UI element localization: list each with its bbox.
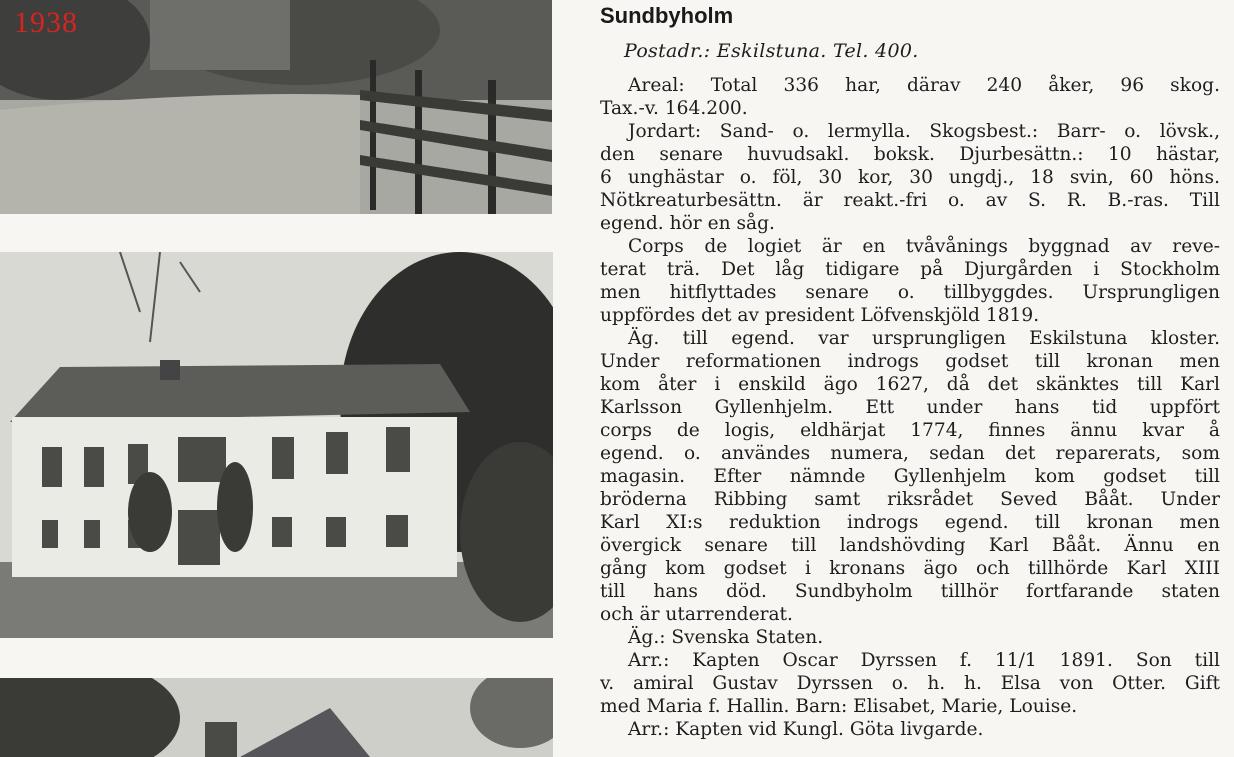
text-line: v. amiral Gustav Dyrssen o. h. h. Elsa von Otter. Gift	[600, 673, 1220, 694]
text-line: och är utarrenderat.	[600, 604, 793, 625]
text-line: med Maria f. Hallin. Barn: Elisabet, Marie, Louise.	[600, 696, 1078, 717]
postal-address: Postadr.: Eskilstuna. Tel. 400.	[624, 40, 919, 62]
photo-manor-house	[0, 252, 553, 638]
text-line: Corps de logiet är en tvåvånings byggnad av reve-	[628, 236, 1220, 257]
estate-name: Sundbyholm	[600, 3, 734, 28]
text-line: kom åter i enskild ägo 1627, då det skänktes till Karl	[600, 374, 1220, 395]
text-line: egend. hör en såg.	[600, 213, 775, 234]
text-line: Äg. till egend. var ursprungligen Eskilstuna kloster.	[628, 328, 1220, 349]
text-line: Karlsson Gyllenhjelm. Ett under hans tid uppfört	[600, 397, 1220, 418]
text-line: men hitflyttades senare o. tillbyggdes. Ursprungligen	[600, 282, 1220, 303]
text-line: terat trä. Det låg tidigare på Djurgården i Stockholm	[600, 259, 1220, 280]
text-line: Arr.: Kapten vid Kungl. Göta livgarde.	[628, 719, 984, 740]
text-line: egend. o. användes numera, sedan det reparerats, som	[600, 443, 1220, 464]
photo-roof	[0, 678, 553, 757]
text-line: 6 unghästar o. föl, 30 kor, 30 ungdj., 18 svin, 60 höns.	[600, 167, 1220, 188]
text-line: Arr.: Kapten Oscar Dyrssen f. 11/1 1891. Son till	[628, 650, 1220, 671]
year-stamp: 1938	[14, 6, 78, 39]
text-line: Karl XI:s reduktion indrogs egend. till kronan men	[600, 512, 1220, 533]
text-line: bröderna Ribbing samt riksrådet Seved Bååt. Under	[600, 489, 1220, 510]
text-line: till hans död. Sundbyholm tillhör fortfarande staten	[600, 581, 1220, 602]
text-line: Jordart: Sand- o. lermylla. Skogsbest.: Barr- o. lövsk.,	[628, 121, 1220, 142]
text-line: Tax.-v. 164.200.	[600, 98, 748, 119]
text-line: magasin. Efter nämnde Gyllenhjelm kom godset till	[600, 466, 1220, 487]
text-line: Äg.: Svenska Staten.	[628, 627, 824, 648]
text-line: den senare huvudsakl. boksk. Djurbesättn.: 10 hästar,	[600, 144, 1220, 165]
text-line: Nötkreaturbesättn. är reakt.-fri o. av S. R. B.-ras. Till	[600, 190, 1220, 211]
photo-fence-lawn	[0, 0, 552, 214]
text-line: övergick senare till landshövding Karl Bååt. Ännu en	[600, 535, 1220, 556]
text-line: corps de logis, eldhärjat 1774, finnes ännu kvar å	[600, 420, 1220, 441]
text-line: gång kom godset i kronans ägo och tillhörde Karl XIII	[600, 558, 1220, 579]
text-line: Under reformationen indrogs godset till kronan men	[600, 351, 1220, 372]
text-line: Areal: Total 336 har, därav 240 åker, 96 skog.	[628, 75, 1220, 96]
text-line: uppfördes det av president Löfvenskjöld 1819.	[600, 305, 1040, 326]
